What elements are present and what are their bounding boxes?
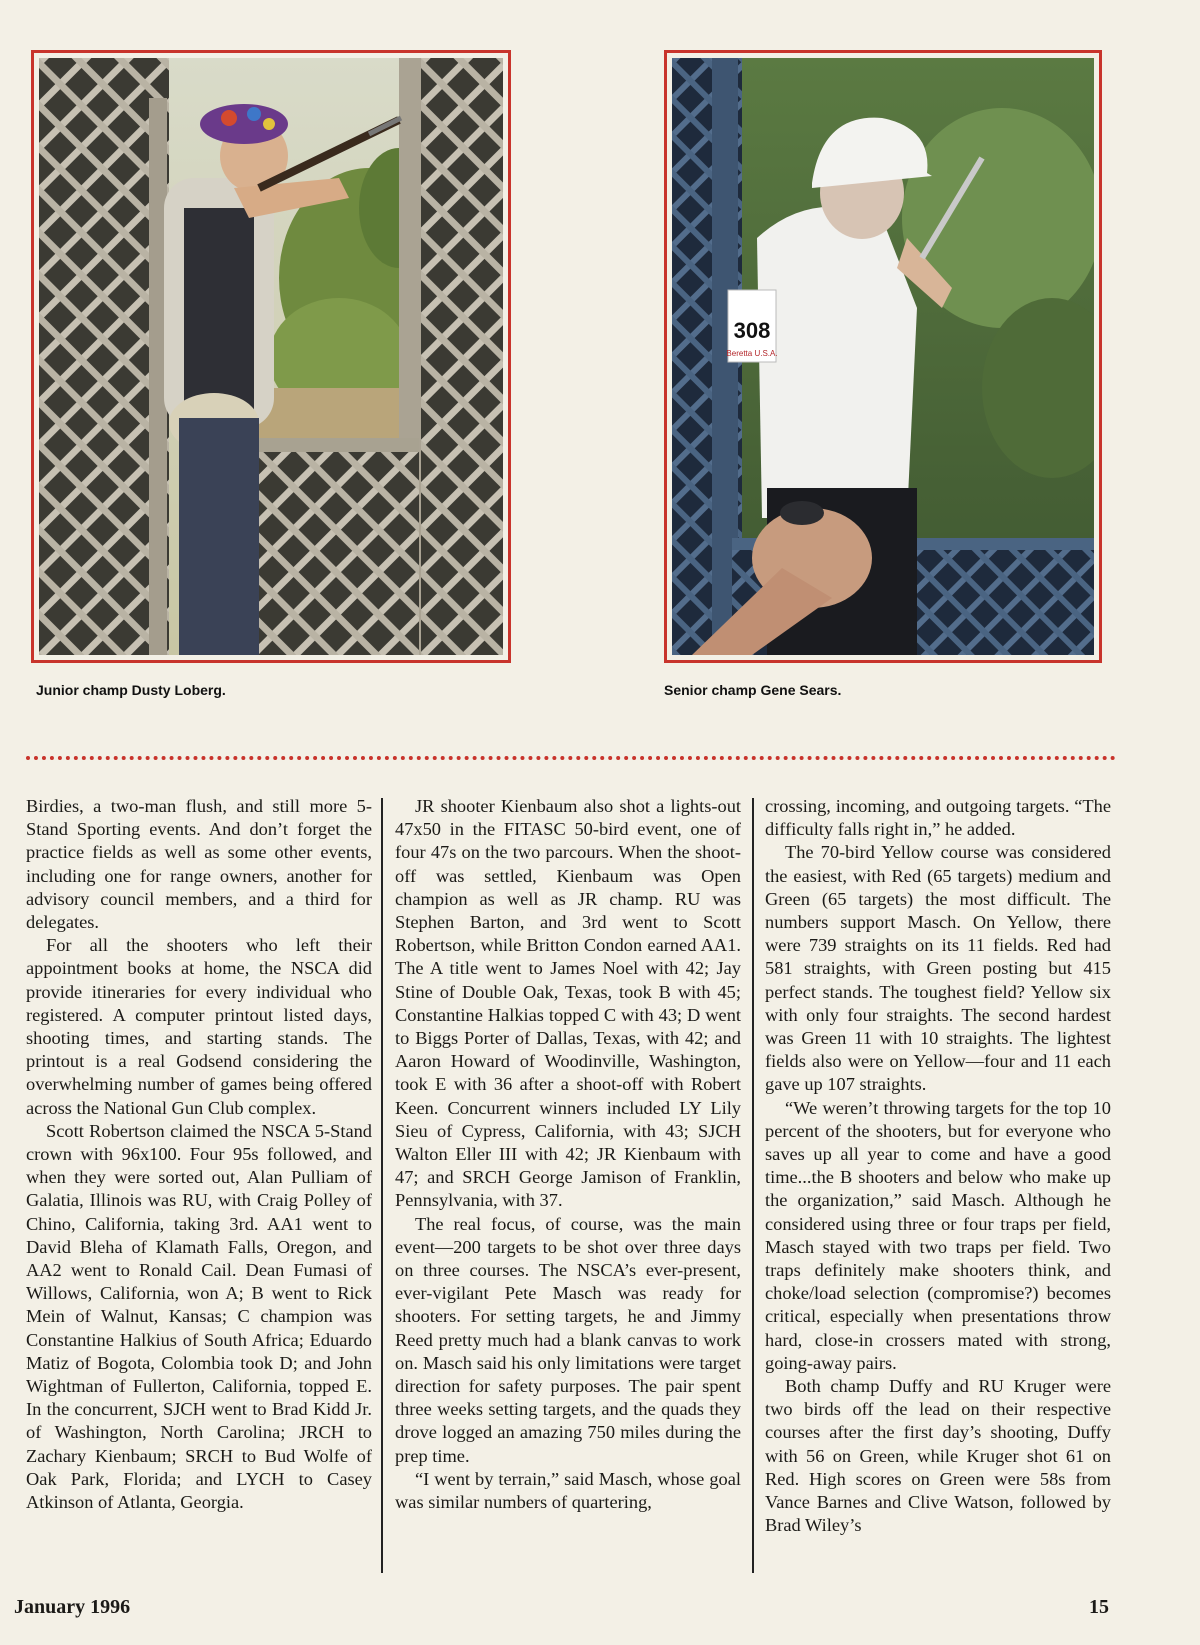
- junior-champ-photo-image: [39, 58, 503, 655]
- column-divider: [752, 798, 754, 1573]
- page-number: 15: [1089, 1596, 1109, 1618]
- issue-date: January 1996: [14, 1596, 131, 1618]
- junior-champ-caption: Junior champ Dusty Loberg.: [36, 682, 226, 698]
- paragraph: The real focus, of course, was the main event—200 targets to be shot over three days on three courses. The NSCA’s ever-present, ever-vigilant Pete Masch was ready for shooters. For setting targets, he and Jimmy Reed pretty much had a blank canvas to work on. Masch said his only limitations were target direction for safety purposes. The pair spent three weeks setting targets, and the quads they drove logged an amazing 750 miles during the prep time.: [395, 1213, 741, 1466]
- senior-champ-caption: Senior champ Gene Sears.: [664, 682, 842, 698]
- senior-champ-photo: [664, 50, 1102, 663]
- junior-champ-photo: [31, 50, 511, 663]
- paragraph: crossing, incoming, and outgoing targets. “The difficulty falls right in,” he added.: [765, 796, 1111, 840]
- section-divider: [26, 756, 1116, 760]
- paragraph: Both champ Duffy and RU Kruger were two birds off the lead on their respective courses after the first day’s shooting, Duffy with 56 on Green, while Kruger shot 61 on Red. High scores on Green were 58s from Vance Barnes and Clive Watson, followed by Brad Wiley’s: [765, 1376, 1111, 1536]
- bib-number: 308: [733, 318, 771, 343]
- paragraph: “I went by terrain,” said Masch, whose goal was similar numbers of quartering,: [395, 1468, 741, 1513]
- article-column-2: [395, 795, 741, 1514]
- column-divider: [381, 798, 383, 1573]
- article-column-1: [26, 795, 372, 1514]
- paragraph: “We weren’t throwing targets for the top 10 percent of the shooters, but for everyone who saves up all year to come and have a good time...the B shooters and below who make up the organization,” said Masch. Although he considered using three or four traps per field, Masch stayed with two traps per field. Two traps definitely make shooters think, and choke/load selection (compromise?) becomes critical, especially when presentations throw hard, close-in crossers mated with strong, going-away pairs.: [765, 1097, 1111, 1373]
- article-column-3: [765, 795, 1111, 1538]
- paragraph: Birdies, a two-man flush, and still more 5-Stand Sporting events. And don’t forget the practice fields as well as some other events, including one for range owners, another for advisory council members, and a third for delegates.: [26, 796, 372, 933]
- paragraph: For all the shooters who left their appointment books at home, the NSCA did provide itineraries for every individual who registered. A computer printout listed days, shooting times, and starting stands. The printout is a real Godsend considering the overwhelming number of games being offered across the National Gun Club complex.: [26, 935, 372, 1118]
- senior-champ-photo-image: [672, 58, 1094, 655]
- paragraph: JR shooter Kienbaum also shot a lights-out 47x50 in the FITASC 50-bird event, one of four 47s on the two parcours. When the shoot-off was settled, Kienbaum was Open champion as well as JR champ. RU was Stephen Barton, and 3rd went to Scott Robertson, while Britton Condon earned AA1. The A title went to James Noel with 42; Jay Stine of Double Oak, Texas, took B with 45; Constantine Halkias topped C with 43; D went to Biggs Porter of Dallas, Texas, with 42; and Aaron Howard of Woodinville, Washington, took E with 36 after a shoot-off with Robert Keen. Concurrent winners included LY Lily Sieu of Cypress, California, with 43; SJCH Walton Eller III with 42; JR Kienbaum with 47; and SRCH George Jamison of Franklin, Pennsylvania, with 37.: [395, 796, 741, 1211]
- paragraph: Scott Robertson claimed the NSCA 5-Stand crown with 96x100. Four 95s followed, and when they were sorted out, Alan Pulliam of Galatia, Illinois was RU, with Craig Polley of Chino, California, taking 3rd. AA1 went to David Bleha of Klamath Falls, Oregon, and AA2 went to Ronald Cail. Dean Fumasi of Willows, California, won A; B went to Rick Mein of Walnut, Kansas; C champion was Constantine Halkius of South Africa; Eduardo Matiz of Bogota, Colombia took D; and John Wightman of Fullerton, California, topped E. In the concurrent, SJCH went to Brad Kidd Jr. of Washington, North Carolina; JRCH to Zachary Kienbaum; SRCH to Bud Wolfe of Oak Park, Florida; and LYCH to Casey Atkinson of Atlanta, Georgia.: [26, 1120, 372, 1513]
- paragraph: The 70-bird Yellow course was considered the easiest, with Red (65 targets) medium and Green (65 targets) the most difficult. The numbers support Masch. On Yellow, there were 739 straights on its 11 fields. Red had 581 straights, with Green posting but 415 perfect stands. The toughest field? Yellow six with only four straights. The second hardest was Green 11 with 10 straights. The lightest fields also were on Yellow—four and 11 each gave up 107 straights.: [765, 842, 1111, 1095]
- bib-sponsor: Beretta U.S.A.: [726, 349, 778, 358]
